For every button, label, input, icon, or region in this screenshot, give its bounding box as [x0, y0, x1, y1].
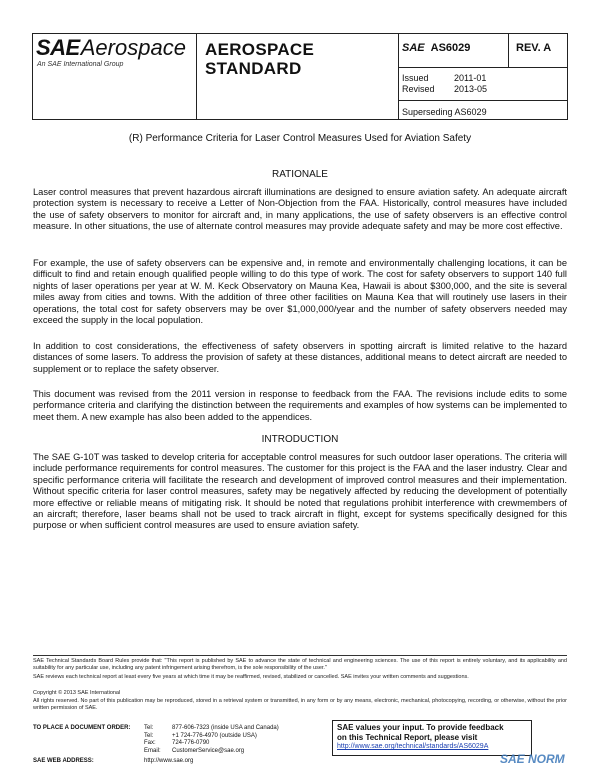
- revised-label: Revised: [402, 84, 435, 94]
- introduction-heading: INTRODUCTION: [261, 434, 339, 445]
- fax-value: 724-776-0790: [172, 740, 210, 747]
- order-label: TO PLACE A DOCUMENT ORDER:: [33, 725, 131, 731]
- order-info: [33, 725, 279, 755]
- footer-fine-print: SAE reviews each technical report at least every five years at which time it may be reaffirmed, revised, stabilized or cancelled. SAE invites your written comments and suggestions.: [33, 674, 469, 680]
- fax-label: Fax:: [144, 740, 156, 747]
- header-divider: [508, 34, 509, 67]
- email-label: Email:: [144, 747, 161, 754]
- header-divider: [398, 100, 567, 101]
- issued-label: Issued: [402, 73, 429, 83]
- watermark-logo: SAE NORM: [500, 752, 565, 766]
- logo-sae-text: SAE: [36, 35, 80, 60]
- rationale-paragraph: For example, the use of safety observers can be expensive and, in remote and environmentally challenging locations, it can be difficult to find and retain enough qualified people willing to do this type of work. The cost for safety observers to support 140 full nights of laser operations per year at W. M. Keck Observatory on Mauna Kea, Hawaii is about $300,000, and the site is several miles away from cities and towns. With the addition of three other facilities on Mauna Kea that will routinely use lasers in their operations, the total cost for safety observers may be over $1,000,000/year and the number of safety observers needed may exceed the supply in the local population.: [33, 258, 567, 326]
- issued-value: 2011-01: [454, 73, 487, 83]
- document-title: (R) Performance Criteria for Laser Control Measures Used for Aviation Safety: [128, 133, 472, 144]
- email-link[interactable]: CustomerService@sae.org: [172, 747, 245, 754]
- introduction-paragraph: The SAE G-10T was tasked to develop criteria for acceptable control measures for such outdoor laser operations. The criteria will include performance requirements for control measures. The customer for this project is the FAA and the laser industry. Clear and specific performance criteria will facilitate the research and development of improved control measures and their implementation. Without specific criteria for laser control measures, safety may be negatively affected by reducing the development of potentially more effective or reliable means of mitigating risk. It should be noted that regulations prohibit interference with crewmembers of an aircraft; therefore, laser beams shall not be used to track aircraft in flight, except for systems specifically designed for this purpose or when sufficient control measures are used to ensure aviation safety.: [33, 452, 567, 531]
- rationale-paragraph: This document was revised from the 2011 version in response to feedback from the FAA. The revisions include edits to some performance criteria and clarifying the distinction between the requirements and examples of how systems can be implemented to meet them. A new example has also been added to the appendices.: [33, 389, 567, 422]
- standard-title-line1: AEROSPACE: [205, 40, 315, 59]
- issue-dates: [402, 73, 487, 95]
- footer-copyright: Copyright © 2013 SAE International: [33, 690, 121, 696]
- header-divider: [398, 67, 567, 68]
- rationale-paragraph: Laser control measures that prevent hazardous aircraft illuminations are designed to ensure aviation safety. An adequate aircraft protection system is necessary to receive a Letter of Non-Objection from the FAA. Historically, control measures have included the use of safety observers to monitor for aircraft and, in many applications, the use of safety observers is an effective control measure. In other situations, the use of alternate control measures may provide adequate safety and may be more cost effective.: [33, 187, 567, 232]
- header-divider: [398, 34, 399, 119]
- document-number-text: AS6029: [430, 42, 471, 54]
- tel-value[interactable]: 877-606-7323 (inside USA and Canada): [172, 725, 279, 731]
- sae-aerospace-logo: [36, 36, 186, 60]
- logo-aerospace-text: Aerospace: [80, 35, 186, 60]
- header-divider: [196, 34, 197, 119]
- tel2-label: Tel:: [144, 732, 154, 739]
- web-address-label: SAE WEB ADDRESS:: [33, 758, 94, 764]
- sae-mini-logo: SAE: [402, 42, 425, 54]
- document-number: [402, 42, 470, 54]
- rationale-paragraph: In addition to cost considerations, the effectiveness of safety observers in spotting aircraft is limited relative to the hazard distances of some lasers. To address the provision of safety at these distances, additional means to detect aircraft are needed to supplement or to replace the safety observer.: [33, 341, 567, 374]
- revised-value: 2013-05: [454, 84, 488, 94]
- rationale-heading: RATIONALE: [272, 169, 328, 180]
- footer-fine-print: SAE Technical Standards Board Rules provide that: "This report is published by SAE to advance the state of technical and engineering sciences. The use of this report is entirely voluntary, and its applicability and suitability for any particular use, including any patent infringement arising therefrom, is the sole responsibility of the user.": [33, 658, 567, 671]
- feedback-link[interactable]: http://www.sae.org/technical/standards/AS6029A: [337, 743, 489, 750]
- standard-title: [205, 40, 314, 78]
- feedback-line: SAE values your input. To provide feedback: [337, 723, 504, 732]
- footer-divider: [33, 655, 567, 656]
- footer-fine-print: All rights reserved. No part of this publication may be reproduced, stored in a retrieval system or transmitted, in any form or by any means, electronic, mechanical, photocopying, recording, or otherwise, without the prior written permission of SAE.: [33, 698, 567, 711]
- superseding-note: Superseding AS6029: [402, 107, 487, 117]
- tel2-value[interactable]: +1 724-776-4970 (outside USA): [172, 732, 257, 739]
- feedback-box: [332, 720, 532, 756]
- tel-label: Tel:: [144, 725, 154, 731]
- revision-label: REV. A: [516, 42, 552, 54]
- standard-title-line2: STANDARD: [205, 59, 302, 78]
- logo-subtitle: An SAE International Group: [37, 61, 124, 68]
- web-address-link[interactable]: http://www.sae.org: [144, 758, 194, 764]
- feedback-line: on this Technical Report, please visit: [337, 732, 478, 742]
